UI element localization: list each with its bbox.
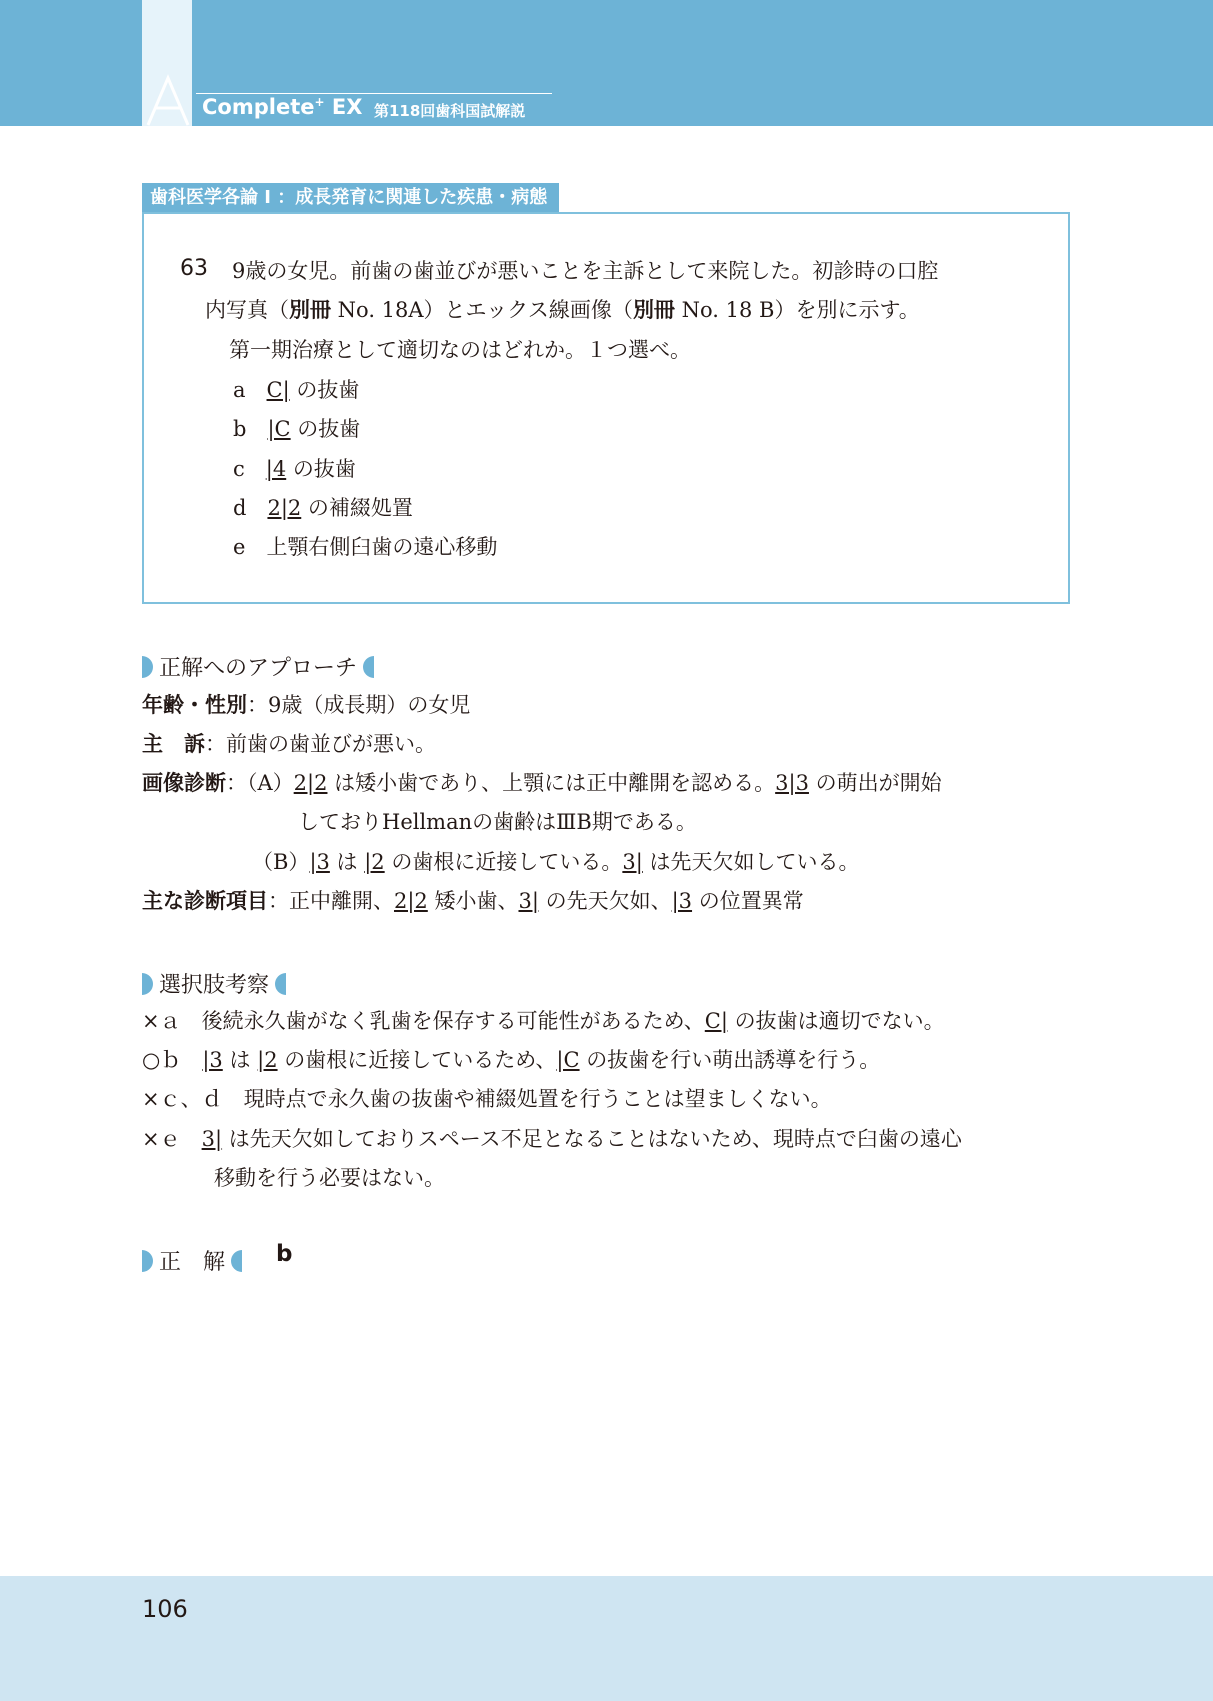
header-subtitle: 第118回歯科国試解説 bbox=[374, 102, 526, 120]
category-label: 歯科医学各論 I ：成長発育に関連した疾患・病態 bbox=[142, 183, 559, 212]
image-diagnosis-row-b: （B）|3 は |2 の歯根に近接している。3| は先天欠如している。 bbox=[252, 850, 860, 874]
tooth-notation: |3 bbox=[309, 850, 330, 874]
option-b[interactable]: b |C の抜歯 bbox=[233, 417, 361, 441]
image-diagnosis-row-a: 画像診断：（A）2|2 は矮小歯であり、上顎には正中離開を認める。3|3 の萌出が開始 bbox=[142, 771, 942, 795]
tooth-notation: 3| bbox=[518, 889, 539, 913]
tooth-notation: |2 bbox=[257, 1048, 278, 1072]
tooth-notation: 3|3 bbox=[775, 771, 809, 795]
tooth-notation: C| bbox=[704, 1009, 728, 1033]
tooth-notation: |4 bbox=[265, 457, 287, 481]
option-a[interactable]: a C| の抜歯 bbox=[233, 378, 360, 402]
choice-e-row: ×ｅ 3| は先天欠如しておりスペース不足となることはないため、現時点で臼歯の遠心 bbox=[142, 1127, 962, 1151]
heading-bracket-left-icon bbox=[142, 973, 153, 995]
choice-b-row: ○ｂ |3 は |2 の歯根に近接しているため、|C の抜歯を行い萌出誘導を行う。 bbox=[142, 1048, 881, 1072]
tooth-notation: |2 bbox=[364, 850, 385, 874]
option-d[interactable]: d 2|2 の補綴処置 bbox=[233, 496, 413, 520]
page-number: 106 bbox=[142, 1595, 188, 1623]
answer-value: b bbox=[276, 1241, 293, 1267]
option-e[interactable]: e 上顎右側臼歯の遠心移動 bbox=[233, 535, 498, 559]
tooth-notation: 3| bbox=[622, 850, 643, 874]
approach-heading: 正解へのアプローチ bbox=[142, 651, 374, 682]
header-brand: Complete+ EX bbox=[202, 95, 363, 119]
tooth-notation: |C bbox=[267, 417, 291, 441]
question-line-3: 第一期治療として適切なのはどれか。１つ選べ。 bbox=[229, 338, 691, 362]
question-line-2: 内写真（別冊 No. 18A）とエックス線画像（別冊 No. 18 B）を別に示す。 bbox=[205, 298, 920, 322]
section-letter-a-icon bbox=[144, 74, 192, 126]
question-line-1: 9歳の女児。前歯の歯並びが悪いことを主訴として来院した。初診時の口腔 bbox=[232, 259, 939, 283]
heading-bracket-right-icon bbox=[363, 656, 374, 678]
heading-bracket-left-icon bbox=[142, 1250, 153, 1272]
complaint-row: 主 訴：前歯の歯並びが悪い。 bbox=[142, 732, 436, 756]
image-diagnosis-row-a-cont: しておりHellmanの歯齢はⅢB期である。 bbox=[298, 810, 697, 834]
main-diagnosis-row: 主な診断項目：正中離開、2|2 矮小歯、3| の先天欠如、|3 の位置異常 bbox=[142, 889, 804, 913]
header-rule bbox=[196, 93, 552, 94]
age-row: 年齢・性別：9歳（成長期）の女児 bbox=[142, 693, 471, 717]
tooth-notation: |3 bbox=[202, 1048, 223, 1072]
choice-a-row: ×ａ 後続永久歯がなく乳歯を保存する可能性があるため、C| の抜歯は適切でない。 bbox=[142, 1009, 945, 1033]
tooth-notation: 3| bbox=[201, 1127, 223, 1151]
choices-heading: 選択肢考察 bbox=[142, 968, 286, 999]
tooth-notation: 2|2 bbox=[394, 889, 428, 913]
answer-heading: 正 解 bbox=[142, 1245, 242, 1276]
tooth-notation: C| bbox=[266, 378, 290, 402]
tooth-notation: 2|2 bbox=[293, 771, 328, 795]
heading-bracket-left-icon bbox=[142, 656, 153, 678]
question-number: 63 bbox=[180, 256, 208, 281]
tooth-notation: |3 bbox=[671, 889, 693, 913]
tooth-notation: |C bbox=[556, 1048, 580, 1072]
heading-bracket-right-icon bbox=[275, 973, 286, 995]
heading-bracket-right-icon bbox=[231, 1250, 242, 1272]
choice-e-row-cont: 移動を行う必要はない。 bbox=[214, 1166, 445, 1190]
tooth-notation: 2|2 bbox=[267, 496, 302, 520]
choice-cd-row: ×ｃ、ｄ 現時点で永久歯の抜歯や補綴処置を行うことは望ましくない。 bbox=[142, 1087, 832, 1111]
option-c[interactable]: c |4 の抜歯 bbox=[233, 457, 356, 481]
